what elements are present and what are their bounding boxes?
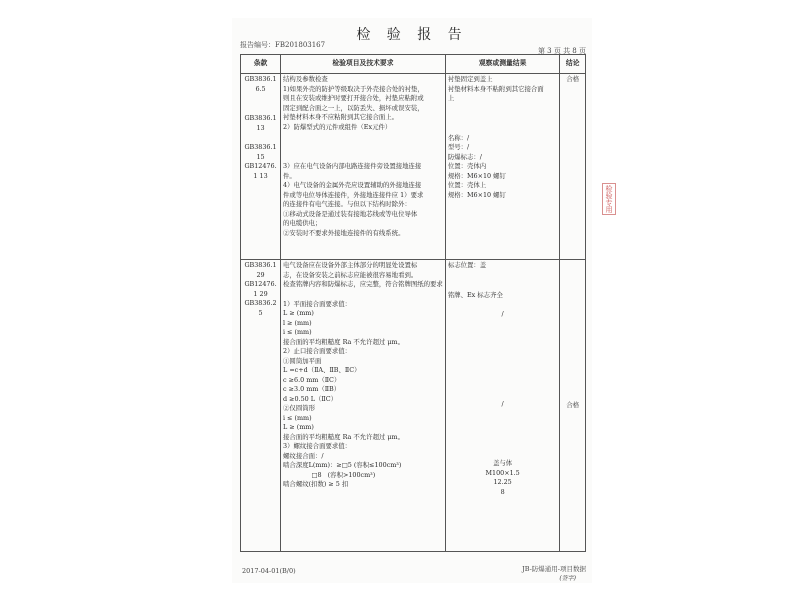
result-cell xyxy=(445,74,560,260)
requirement-line: 接合面的平均粗糙度 Ra 不允许超过 μm。 xyxy=(283,337,404,346)
footer-form: JB-防爆通用-项目数据 xyxy=(522,565,586,573)
requirement-line: 螺纹接合面：/ xyxy=(283,451,324,460)
inspection-table xyxy=(240,54,586,552)
result-line: 衬垫固定到盖上 xyxy=(447,75,493,83)
requirement-line: ①移动式设备是通过装有接地芯线或等电位导体 xyxy=(283,209,418,218)
requirement-line: 啮合深度L(mm)：≥□5 (容积≤100cm³) xyxy=(283,461,402,469)
result-line: 规格：M6×10 螺钉 xyxy=(447,190,506,199)
requirement-cell xyxy=(281,260,446,552)
report-number: 报告编号：FB201803167 xyxy=(240,41,326,49)
requirement-line: 志，在设备安装之前标志应能被很容易地看到。 xyxy=(283,270,418,279)
result-line: 12.25 xyxy=(493,478,512,486)
signature: (签字) xyxy=(559,575,576,582)
header-requirement: 检验项目及技术要求 xyxy=(281,55,446,74)
requirement-line: 2）防爆型式的元件或组件（Ex元件） xyxy=(283,122,392,131)
result-line: 上 xyxy=(447,94,455,102)
header-result: 观察或测量结果 xyxy=(445,55,560,74)
clause-cell xyxy=(241,74,281,260)
requirement-line: 接合面的平均粗糙度 Ra 不允许超过 μm。 xyxy=(283,432,404,441)
requirement-line: 件或等电位导体连接件，外接地连接件应 1）要求 xyxy=(283,190,424,199)
result-line: 标志位置：盖 xyxy=(447,261,487,269)
requirement-line: 3）螺纹接合面要求值： xyxy=(283,442,352,450)
result-line: / xyxy=(501,399,504,408)
requirement-line: 3）应在电气设备内部电路连接件旁设置接地连接 xyxy=(283,162,422,170)
footer-date: 2017-04-01(B/0) xyxy=(242,567,296,575)
requirement-line: i ≤ (mm) xyxy=(283,328,312,336)
result-line: 位置：壳体上 xyxy=(447,181,487,189)
result-line: 规格：M6×10 螺钉 xyxy=(447,171,506,180)
result-line: 衬垫材料本身不粘附到其它接合面 xyxy=(447,84,544,93)
requirement-line: □8 (容积>100cm³) xyxy=(283,470,376,479)
requirement-line: 2）止口接合面要求值： xyxy=(283,347,352,355)
requirement-line: 1）平面接合面要求值： xyxy=(283,299,352,308)
requirement-line: L ≥ (mm) xyxy=(283,423,314,431)
table-header-row xyxy=(241,55,586,74)
clause: GB12476.1 13 xyxy=(244,162,277,180)
requirement-cell xyxy=(281,74,446,260)
clause: GB3836.1 13 xyxy=(244,114,277,132)
requirement-line: 固定到配合面之一上，以防丢失、损坏或误安装， xyxy=(283,103,424,112)
requirement-line: ②安装时不要求外接地连接件的有线系统。 xyxy=(283,228,405,237)
requirement-line: 啮合螺纹(扣数) ≥ 5 扣 xyxy=(283,480,349,488)
conclusion-cell xyxy=(560,74,586,260)
report-sheet xyxy=(232,18,592,583)
result-line: 名称：/ xyxy=(447,133,470,142)
requirement-line: L ≥ (mm) xyxy=(283,309,314,317)
result-line: 铭牌、Ex 标志齐全 xyxy=(447,290,503,299)
requirement-line: 衬垫材料本身不应粘附到其它接合面上。 xyxy=(283,113,399,121)
result-line: / xyxy=(501,310,504,318)
requirement-line: 结构及参数检查 xyxy=(283,75,328,83)
requirement-line: d ≥0.50 L（ⅡC） xyxy=(283,394,338,403)
result-line: 盖与体 xyxy=(493,459,513,467)
requirement-line: l ≥ (mm) xyxy=(283,318,312,327)
requirement-line: 的电缆供电； xyxy=(283,219,322,227)
conclusion-value: 合格 xyxy=(566,400,580,409)
requirement-line: 1)如果外壳的防护等级取决于外壳接合处的衬垫， xyxy=(283,84,424,93)
clause: GB3836.1 6.5 xyxy=(244,75,277,93)
result-line: M100×1.5 xyxy=(485,468,520,477)
requirement-line: c ≥3.0 mm（ⅡB） xyxy=(283,385,341,393)
clause: GB3836.1 15 xyxy=(244,143,277,161)
clause: GB3836.1 29 xyxy=(244,261,277,279)
table-row xyxy=(241,74,586,260)
result-line: 8 xyxy=(500,487,505,496)
result-line: 型号：/ xyxy=(447,143,470,151)
result-line: 防爆标志：/ xyxy=(447,152,482,161)
result-cell xyxy=(445,260,560,552)
header-conclusion: 结论 xyxy=(560,55,586,74)
clause: GB3836.2 5 xyxy=(244,299,277,317)
clause-cell xyxy=(241,260,281,552)
conclusion-cell xyxy=(560,260,586,552)
requirement-line: 件。 xyxy=(283,171,296,180)
result-line: 位置：壳体内 xyxy=(447,162,487,170)
requirement-line: ②仅圆筒形 xyxy=(283,404,315,412)
requirement-line: 电气设备应在设备外部主体部分的明显处设置标 xyxy=(283,261,418,269)
report-title: 检 验 报 告 xyxy=(356,27,468,43)
requirement-line: 4）电气设备的金属外壳应设置辅助的外接地连接 xyxy=(283,181,422,189)
requirement-line: 则且在安装或维护时要打开接合处，衬垫应粘附或 xyxy=(283,94,424,102)
requirement-line: 检查铭牌内容和防爆标志，应完整，符合铭牌图纸的要求 xyxy=(283,280,443,288)
page-info: 第 3 页 共 8 页 xyxy=(537,47,586,55)
header-clause: 条款 xyxy=(241,55,281,74)
table-row xyxy=(241,260,586,552)
requirement-line: i ≤ (mm) xyxy=(283,413,312,422)
requirement-line: 的连接件有电气连接。与但以下结构时除外： xyxy=(283,200,411,208)
clause: GB12476.1 29 xyxy=(244,280,277,298)
requirement-line: ①圆筒加平面 xyxy=(283,356,322,365)
conclusion-value: 合格 xyxy=(566,75,580,83)
seal-stamp: 检验专用 xyxy=(602,183,616,215)
requirement-line: L =c+d（ⅡA、ⅡB、ⅡC） xyxy=(283,366,361,374)
requirement-line: c ≥6.0 mm（ⅡC） xyxy=(283,375,341,384)
